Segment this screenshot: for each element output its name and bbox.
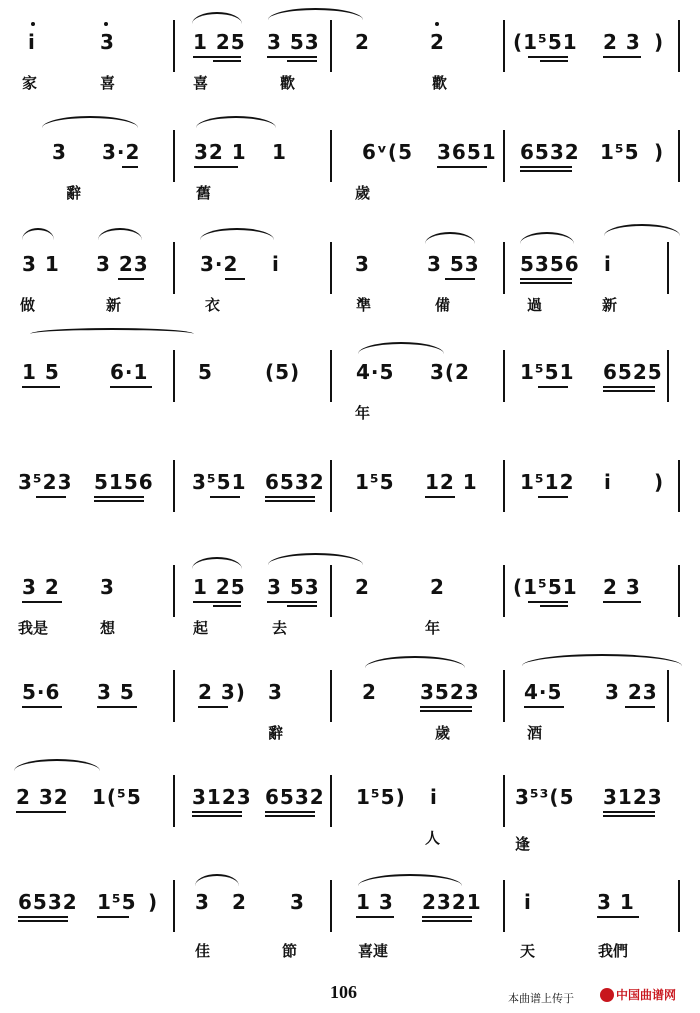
underline <box>198 706 228 708</box>
lyric: 歲 <box>435 724 451 742</box>
underline <box>36 496 66 498</box>
note-group: i <box>524 890 532 914</box>
slur <box>14 759 100 771</box>
slur <box>192 12 242 24</box>
note-group: 2 32 <box>16 785 69 809</box>
bar-line <box>503 880 505 932</box>
slur <box>98 228 142 240</box>
bar-line <box>503 460 505 512</box>
note-group: 2 <box>232 890 247 914</box>
bar-line <box>503 775 505 827</box>
score-system-8 <box>0 755 700 855</box>
note-group: 3 <box>355 252 370 276</box>
underline <box>97 706 137 708</box>
lyric: 舊 <box>196 184 212 202</box>
lyric: 起 <box>193 619 209 637</box>
underline <box>94 500 144 502</box>
bar-line <box>330 350 332 402</box>
lyric: 辭 <box>268 724 284 742</box>
underline <box>520 166 572 168</box>
underline <box>603 601 641 603</box>
lyric: 年 <box>355 404 371 422</box>
note-group: 1⁵51 <box>520 360 575 384</box>
note-group: 1⁵12 <box>520 470 575 494</box>
lyric: 歡 <box>432 74 448 92</box>
score-system-2 <box>0 110 700 210</box>
lyric: 新 <box>106 296 122 314</box>
lyric: 備 <box>435 296 451 314</box>
tie-line <box>30 328 194 334</box>
lyric: 準 <box>356 296 372 314</box>
underline <box>18 916 68 918</box>
slur <box>358 342 444 354</box>
note-group: (1⁵51 <box>513 575 578 599</box>
underline <box>18 920 68 922</box>
underline <box>192 815 242 817</box>
note-group: i <box>604 252 612 276</box>
lyric: 想 <box>100 619 116 637</box>
lyric: 我是 <box>18 619 49 637</box>
bar-line <box>330 670 332 722</box>
note-group: ) <box>654 140 665 164</box>
bar-line <box>667 670 669 722</box>
note-group: 3651 <box>437 140 497 164</box>
lyric: 喜 <box>100 74 116 92</box>
lyric: 逢 <box>515 835 531 853</box>
lyric: 喜 <box>193 74 209 92</box>
bar-line <box>173 565 175 617</box>
bar-line <box>173 20 175 72</box>
underline <box>16 811 66 813</box>
bar-line <box>330 460 332 512</box>
slur <box>268 8 363 20</box>
note-group: 2 <box>430 30 445 54</box>
underline <box>265 496 315 498</box>
bar-line <box>503 350 505 402</box>
note-group: 3 2 <box>22 575 60 599</box>
lyric: 人 <box>425 829 441 847</box>
note-group: 3 <box>268 680 283 704</box>
underline <box>267 56 317 58</box>
note-group: 3123 <box>192 785 252 809</box>
note-group: 6532 <box>520 140 580 164</box>
upload-source-text: 本曲谱上传于 <box>508 992 574 1005</box>
note-group: 3⁵³(5 <box>515 785 575 809</box>
underline <box>422 916 472 918</box>
underline <box>597 916 639 918</box>
site-logo[interactable] <box>600 986 676 1003</box>
note-group: i <box>430 785 438 809</box>
bar-line <box>503 242 505 294</box>
note-group: 2 3) <box>198 680 246 704</box>
bar-line <box>330 130 332 182</box>
slur <box>196 116 276 128</box>
bar-line <box>503 670 505 722</box>
note-group: 2321 <box>422 890 482 914</box>
note-group: 5156 <box>94 470 154 494</box>
bar-line <box>173 242 175 294</box>
site-logo-icon <box>600 988 614 1002</box>
note-group: 3123 <box>603 785 663 809</box>
lyric: 節 <box>282 942 298 960</box>
note-group: 3 53 <box>267 575 320 599</box>
note-group: ) <box>148 890 159 914</box>
underline <box>445 278 475 280</box>
underline <box>287 60 317 62</box>
underline <box>603 56 641 58</box>
note-group: 5·6 <box>22 680 61 704</box>
note-group: 4·5 <box>356 360 395 384</box>
lyric: 辭 <box>66 184 82 202</box>
underline <box>528 56 568 58</box>
underline <box>625 706 655 708</box>
underline <box>210 496 240 498</box>
underline <box>540 60 568 62</box>
bar-line <box>667 242 669 294</box>
site-name: 中国曲谱网 <box>616 988 677 1002</box>
bar-line <box>173 460 175 512</box>
lyric: 佳 <box>195 942 211 960</box>
slur <box>425 232 475 244</box>
score-system-7 <box>0 650 700 750</box>
lyric: 歲 <box>355 184 371 202</box>
underline <box>520 278 572 280</box>
note-group: i <box>604 470 612 494</box>
note-group: 6ᵛ(5 <box>362 140 413 164</box>
underline <box>22 386 60 388</box>
bar-line <box>678 460 680 512</box>
slur <box>522 654 682 666</box>
bar-line <box>503 565 505 617</box>
note-group: 3523 <box>420 680 480 704</box>
underline <box>437 166 487 168</box>
lyric: 酒 <box>527 724 543 742</box>
lyric: 過 <box>527 296 543 314</box>
lyric: 新 <box>602 296 618 314</box>
underline <box>97 916 129 918</box>
note-group: 1 <box>272 140 287 164</box>
slur <box>42 116 138 128</box>
note-group: ) <box>654 30 665 54</box>
note-group: 3·2 <box>200 252 239 276</box>
note-group: 1⁵5 <box>355 470 395 494</box>
octave-dot <box>435 22 439 26</box>
note-group: 2 <box>355 30 370 54</box>
note-group: (1⁵51 <box>513 30 578 54</box>
lyric: 年 <box>425 619 441 637</box>
underline <box>538 386 568 388</box>
bar-line <box>330 775 332 827</box>
slur <box>200 228 274 240</box>
note-group: 1 3 <box>356 890 394 914</box>
note-group: 6525 <box>603 360 663 384</box>
score-system-4 <box>0 330 700 430</box>
note-group: 3 23 <box>605 680 658 704</box>
bar-line <box>330 880 332 932</box>
underline <box>194 166 238 168</box>
bar-line <box>678 130 680 182</box>
bar-line <box>503 20 505 72</box>
score-system-6 <box>0 545 700 645</box>
note-group: 3 53 <box>427 252 480 276</box>
note-group: i <box>272 252 280 276</box>
underline <box>122 166 138 168</box>
lyric: 去 <box>272 619 288 637</box>
note-group: 3 <box>100 575 115 599</box>
score-system-1 <box>0 0 700 100</box>
bar-line <box>330 20 332 72</box>
slur <box>358 874 462 886</box>
underline <box>193 56 241 58</box>
score-system-9 <box>0 860 700 960</box>
note-group: 3 1 <box>597 890 635 914</box>
lyric: 我們 <box>598 942 629 960</box>
underline <box>225 278 245 280</box>
score-system-5 <box>0 440 700 540</box>
underline <box>603 815 655 817</box>
note-group: 3(2 <box>430 360 470 384</box>
slur <box>192 557 242 569</box>
underline <box>356 916 394 918</box>
lyric: 歡 <box>280 74 296 92</box>
bar-line <box>667 350 669 402</box>
bar-line <box>173 775 175 827</box>
note-group: 3⁵23 <box>18 470 73 494</box>
lyric: 衣 <box>205 296 221 314</box>
underline <box>94 496 144 498</box>
underline <box>603 386 655 388</box>
bar-line <box>173 880 175 932</box>
note-group: 3 53 <box>267 30 320 54</box>
lyric: 家 <box>22 74 38 92</box>
note-group: 1 5 <box>22 360 60 384</box>
underline <box>287 605 317 607</box>
note-group: 1⁵5 <box>600 140 640 164</box>
underline <box>265 811 315 813</box>
lyric: 天 <box>520 942 536 960</box>
note-group: 3 <box>290 890 305 914</box>
underline <box>420 710 472 712</box>
bar-line <box>173 350 175 402</box>
underline <box>265 815 315 817</box>
slur <box>22 228 54 240</box>
underline <box>540 605 568 607</box>
underline <box>603 811 655 813</box>
bar-line <box>173 130 175 182</box>
underline <box>118 278 144 280</box>
note-group: 3⁵51 <box>192 470 247 494</box>
underline <box>538 496 568 498</box>
note-group: 1 25 <box>193 30 246 54</box>
underline <box>22 601 62 603</box>
note-group: (5) <box>265 360 301 384</box>
note-group: i <box>28 30 36 54</box>
note-group: 1⁵5) <box>356 785 406 809</box>
note-group: 1⁵5 <box>97 890 137 914</box>
note-group: 3 1 <box>22 252 60 276</box>
underline <box>265 500 315 502</box>
bar-line <box>678 880 680 932</box>
underline <box>192 811 242 813</box>
bar-line <box>678 565 680 617</box>
bar-line <box>173 670 175 722</box>
underline <box>22 706 62 708</box>
underline <box>420 706 472 708</box>
underline <box>213 60 241 62</box>
note-group: 3 <box>52 140 67 164</box>
note-group: 3 5 <box>97 680 135 704</box>
note-group: 2 <box>362 680 377 704</box>
note-group: 5 <box>198 360 213 384</box>
note-group: 6532 <box>18 890 78 914</box>
slur <box>520 232 574 244</box>
note-group: 32 1 <box>194 140 247 164</box>
lyric: 喜連 <box>358 942 389 960</box>
note-group: 2 <box>355 575 370 599</box>
underline <box>524 706 564 708</box>
underline <box>213 605 241 607</box>
slur <box>604 224 680 236</box>
underline <box>267 601 317 603</box>
underline <box>193 601 241 603</box>
note-group: 12 1 <box>425 470 478 494</box>
note-group: 6·1 <box>110 360 149 384</box>
lyric: 做 <box>20 296 36 314</box>
note-group: 2 3 <box>603 30 641 54</box>
note-group: ) <box>654 470 665 494</box>
bar-line <box>503 130 505 182</box>
note-group: 2 3 <box>603 575 641 599</box>
note-group: 6532 <box>265 470 325 494</box>
note-group: 3 <box>100 30 115 54</box>
bar-line <box>678 20 680 72</box>
underline <box>520 170 572 172</box>
page-number: 106 <box>330 982 357 1002</box>
note-group: 1 25 <box>193 575 246 599</box>
underline <box>603 390 655 392</box>
underline <box>110 386 152 388</box>
note-group: 5356 <box>520 252 580 276</box>
note-group: 3 23 <box>96 252 149 276</box>
underline <box>425 496 455 498</box>
note-group: 1(⁵5 <box>92 785 142 809</box>
note-group: 4·5 <box>524 680 563 704</box>
note-group: 3·2 <box>102 140 141 164</box>
slur <box>268 553 363 565</box>
underline <box>422 920 472 922</box>
slur <box>195 874 239 886</box>
octave-dot <box>31 22 35 26</box>
bar-line <box>330 565 332 617</box>
octave-dot <box>104 22 108 26</box>
score-system-3 <box>0 222 700 322</box>
note-group: 6532 <box>265 785 325 809</box>
note-group: 2 <box>430 575 445 599</box>
underline <box>520 282 572 284</box>
slur <box>365 656 465 668</box>
underline <box>528 601 568 603</box>
note-group: 3 <box>195 890 210 914</box>
bar-line <box>330 242 332 294</box>
